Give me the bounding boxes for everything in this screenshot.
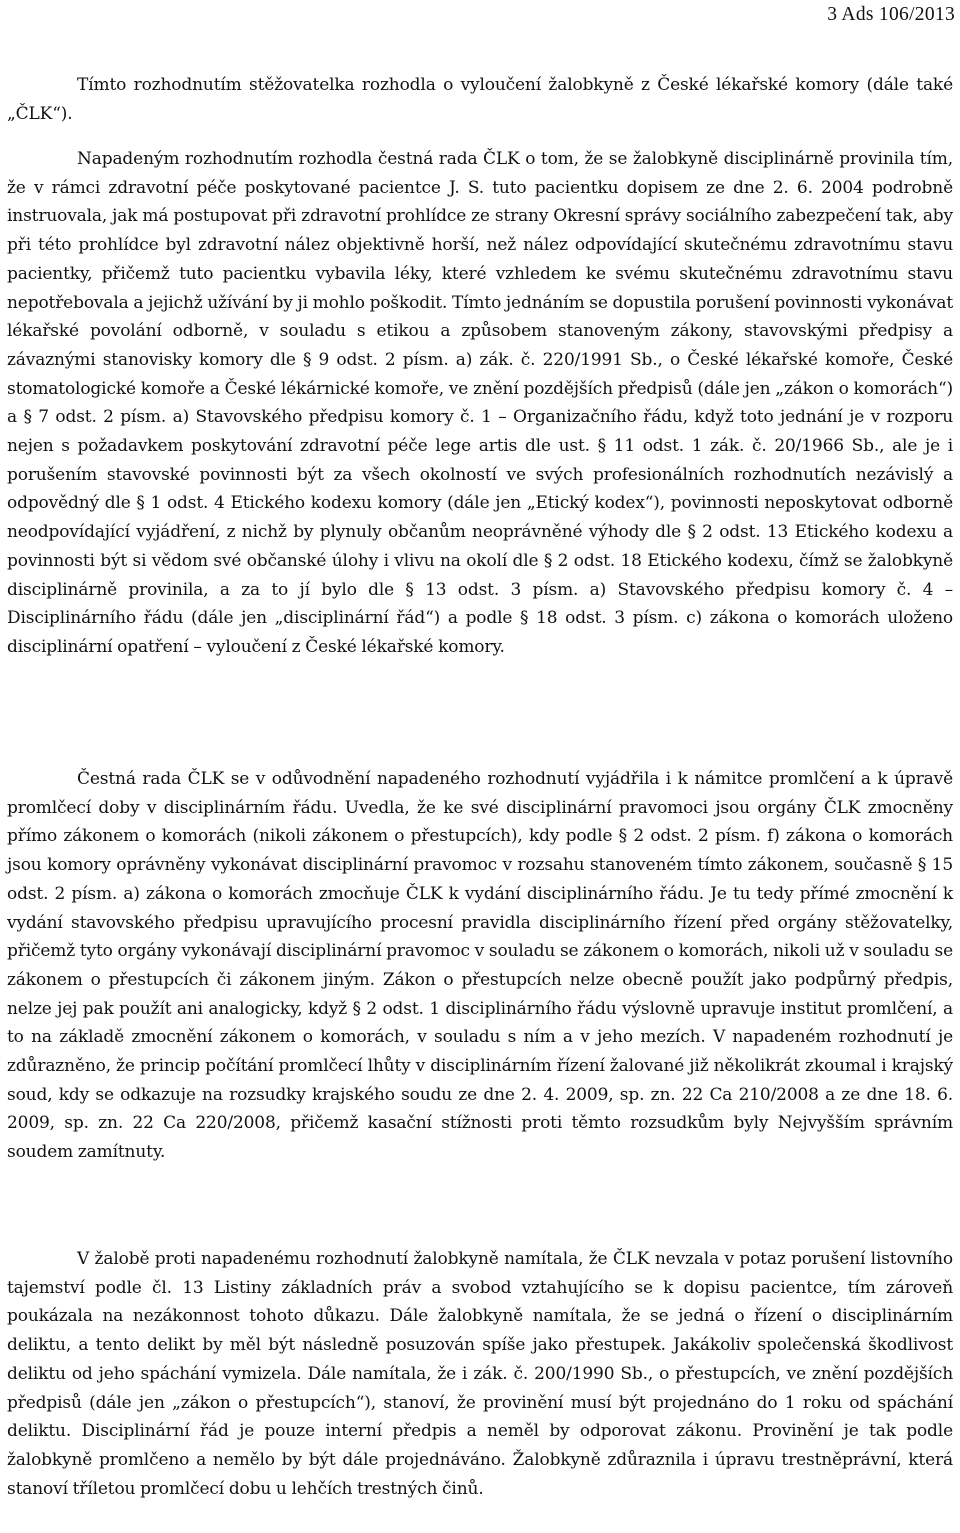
paragraph-contested-decision: Napadeným rozhodnutím rozhodla čestná rada ČLK o tom, že se žalobkyně disciplinárně provinila tím, že v rámci zdravotní péče poskytované pacientce J. S. tuto pacientku dopisem ze dne 2. 6. 2004 podrobně instruovala, jak má postupovat při zdravotní prohlídce ze strany Okresní správy sociálního zabezpečení tak, aby při této prohlídce byl zdravotní nález objektivně horší, než nález odpovídající skutečnému zdravotnímu stavu pacientky, přičemž tuto pacientku vybavila léky, které vzhledem ke svému skutečnému zdravotnímu stavu nepotřebovala a jejichž užívání by ji mohlo poškodit. Tímto jednáním se dopustila porušení povinnosti vykonávat lékařské povolání odborně, v souladu s etikou a způsobem stanoveným zákony, stavovskými předpisy a závaznými stanovisky komory dle § 9 odst. 2 písm. a) zák. č. 220/1991 Sb., o České lékařské komoře, České stomatologické komoře a České lékárnické komoře, ve znění pozdějších předpisů (dále jen „zákon o komorách“) a § 7 odst. 2 písm. a) Stavovského předpisu komory č. 1 – Organizačního řádu, když toto jednání je v rozporu nejen s požadavkem poskytování zdravotní péče lege artis dle ust. § 11 odst. 1 zák. č. 20/1966 Sb., ale je i porušením stavovské povinnosti být za všech okolností ve svých profesionálních rozhodnutích nezávislý a odpovědný dle § 1 odst. 4 Etického kodexu komory (dále jen „Etický kodex“), povinnosti neposkytovat odborně neodpovídající vyjádření, z nichž by plynuly občanům neoprávněné výhody dle § 2 odst. 13 Etického kodexu a povinnosti být si vědom své občanské úlohy i vlivu na okolí dle § 2 odst. 18 Etického kodexu, čímž se žalobkyně disciplinárně provinila, a za to jí bylo dle § 13 odst. 3 písm. a) Stavovského předpisu komory č. 4 – Disciplinárního řádu (dále jen „disciplinární řád“) a podle § 18 odst. 3 písm. c) zákona o komorách uloženo disciplinární opatření – vyloučení z České lékařské komory. bbox=[7, 149, 953, 657]
paragraph-limitation-reasoning: Čestná rada ČLK se v odůvodnění napadeného rozhodnutí vyjádřila i k námitce promlčení a k úpravě promlčecí doby v disciplinárním řádu. Uvedla, že ke své disciplinární pravomoci jsou orgány ČLK zmocněny přímo zákonem o komorách (nikoli zákonem o přestupcích), kdy podle § 2 odst. 2 písm. f) zákona o komorách jsou komory oprávněny vykonávat disciplinární pravomoc v rozsahu stanoveném tímto zákonem, současně § 15 odst. 2 písm. a) zákona o komorách zmocňuje ČLK k vydání disciplinárního řádu. Je tu tedy přímé zmocnění k vydání stavovského předpisu upravujícího procesní pravidla disciplinárního řízení před orgány stěžovatelky, přičemž tyto orgány vykonávají disciplinární pravomoc v souladu se zákonem o komorách, nikoli už v souladu se zákonem o přestupcích či zákonem jiným. Zákon o přestupcích nelze obecně použít jako podpůrný předpis, nelze jej pak použít ani analogicky, když § 2 odst. 1 disciplinárního řádu výslovně upravuje institut promlčení, a to na základě zmocnění zákonem o komorách, v souladu s ním a v jeho mezích. V napadeném rozhodnutí je zdůrazněno, že princip počítání promlčecí lhůty v disciplinárním řízení žalované již několikrát zkoumal i krajský soud, kdy se odkazuje na rozsudky krajského soudu ze dne 2. 4. 2009, sp. zn. 22 Ca 210/2008 a ze dne 18. 6. 2009, sp. zn. 22 Ca 220/2008, přičemž kasační stížnosti proti těmto rozsudkům byly Nejvyšším správním soudem zamítnuty. bbox=[7, 769, 953, 1163]
case-number-header: 3 Ads 106/2013 bbox=[827, 4, 955, 25]
paragraph-decision-summary: Tímto rozhodnutím stěžovatelka rozhodla o vyloučení žalobkyně z České lékařské komory (dále také „ČLK“). bbox=[7, 75, 953, 124]
paragraph-plaintiff-objections: V žalobě proti napadenému rozhodnutí žalobkyně namítala, že ČLK nevzala v potaz porušení listovního tajemství podle čl. 13 Listiny základních práv a svobod vztahujícího se k dopisu pacientce, tím zároveň poukázala na nezákonnost tohoto důkazu. Dále žalobkyně namítala, že se jedná o řízení o disciplinárním deliktu, a tento delikt by měl být následně posuzován spíše jako přestupek. Jakákoliv společenská škodlivost deliktu od jeho spáchání vymizela. Dále namítala, že i zák. č. 200/1990 Sb., o přestupcích, ve znění pozdějších předpisů (dále jen „zákon o přestupcích“), stanoví, že provinění musí být projednáno do 1 roku od spáchání deliktu. Disciplinární řád je pouze interní předpis a neměl by odporovat zákonu. Provinění je tak podle žalobkyně promlčeno a nemělo by být dále projednáváno. Žalobkyně zdůraznila i úpravu trestněprávní, která stanoví tříletou promlčecí dobu u lehčích trestných činů. bbox=[7, 1249, 953, 1499]
